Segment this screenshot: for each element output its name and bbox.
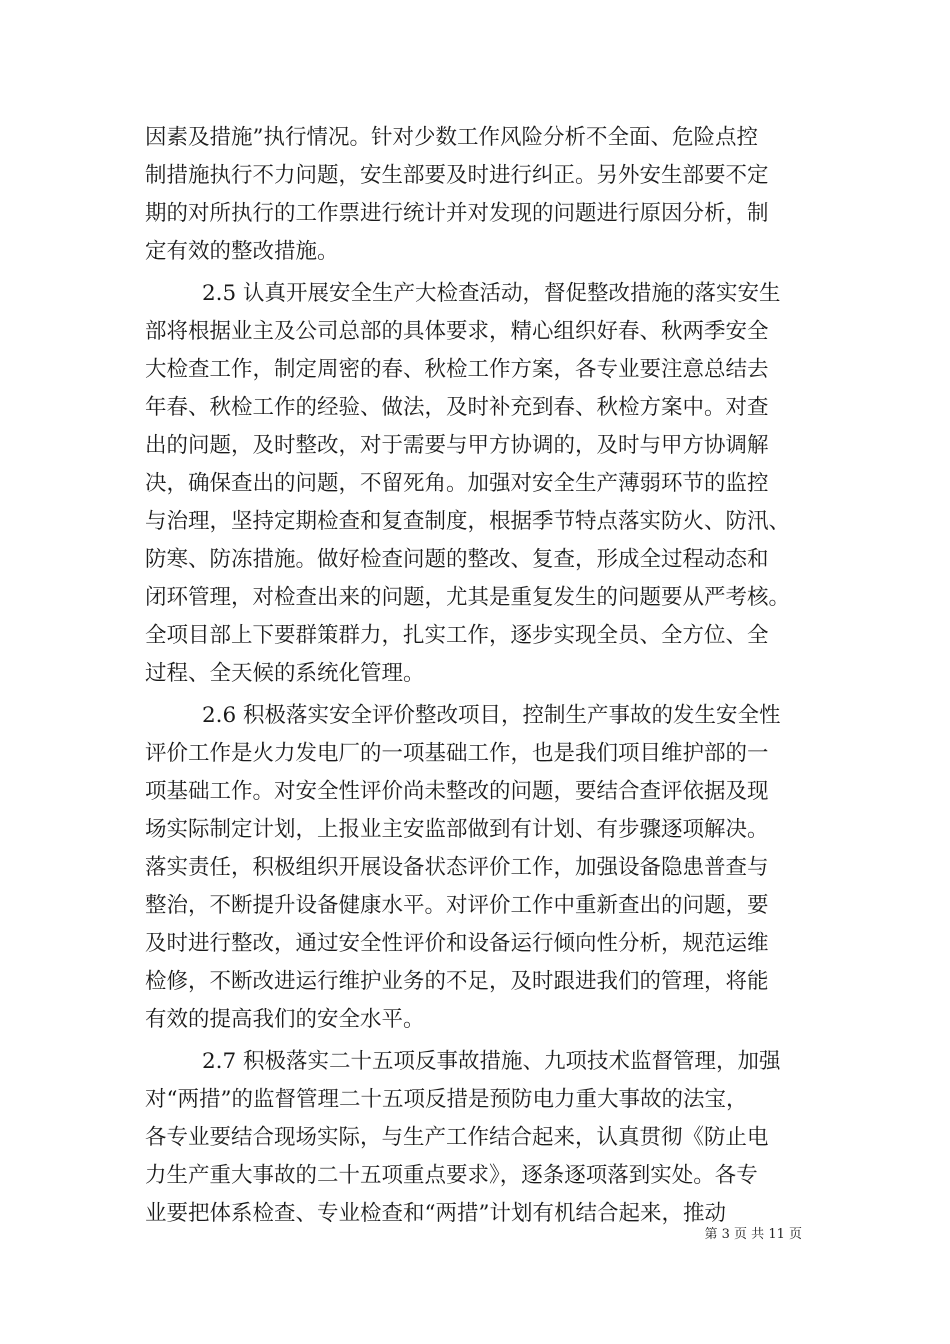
text-line: 部将根据业主及公司总部的具体要求，精心组织好春、秋两季安全 bbox=[145, 319, 769, 344]
section-2-7-heading-line: 2.7 积极落实二十五项反事故措施、九项技术监督管理，加强 bbox=[202, 1049, 781, 1074]
text-line: 有效的提高我们的安全水平。 bbox=[145, 1007, 425, 1032]
text-line: 定有效的整改措施。 bbox=[145, 239, 339, 264]
text-line: 决，确保查出的问题，不留死角。加强对安全生产薄弱环节的监控 bbox=[145, 471, 769, 496]
text-line: 项基础工作。对安全性评价尚未整改的问题，要结合查评依据及现 bbox=[145, 779, 769, 804]
text-line: 因素及措施”执行情况。针对少数工作风险分析不全面、危险点控 bbox=[145, 125, 758, 150]
text-line: 场实际制定计划，上报业主安监部做到有计划、有步骤逐项解决。 bbox=[145, 817, 769, 842]
section-2-5-heading-line: 2.5 认真开展安全生产大检查活动，督促整改措施的落实安生 bbox=[202, 281, 781, 306]
text-line: 年春、秋检工作的经验、做法，及时补充到春、秋检方案中。对查 bbox=[145, 395, 769, 420]
text-line: 各专业要结合现场实际，与生产工作结合起来，认真贯彻《防止电 bbox=[145, 1125, 769, 1150]
text-line: 检修，不断改进运行维护业务的不足，及时跟进我们的管理，将能 bbox=[145, 969, 769, 994]
text-line: 大检查工作，制定周密的春、秋检工作方案，各专业要注意总结去 bbox=[145, 357, 769, 382]
text-line: 全项目部上下要群策群力，扎实工作，逐步实现全员、全方位、全 bbox=[145, 623, 769, 648]
section-2-6-heading-line: 2.6 积极落实安全评价整改项目，控制生产事故的发生安全性 bbox=[202, 703, 781, 728]
text-line: 期的对所执行的工作票进行统计并对发现的问题进行原因分析，制 bbox=[145, 201, 769, 226]
text-line: 及时进行整改，通过安全性评价和设备运行倾向性分析，规范运维 bbox=[145, 931, 769, 956]
text-line: 整治，不断提升设备健康水平。对评价工作中重新查出的问题，要 bbox=[145, 893, 769, 918]
text-line: 过程、全天候的系统化管理。 bbox=[145, 661, 425, 686]
text-line: 对“两措”的监督管理二十五项反措是预防电力重大事故的法宝， bbox=[145, 1087, 748, 1112]
text-line: 出的问题，及时整改，对于需要与甲方协调的，及时与甲方协调解 bbox=[145, 433, 769, 458]
text-line: 业要把体系检查、专业检查和“两措”计划有机结合起来，推动 bbox=[145, 1201, 726, 1226]
text-line: 制措施执行不力问题，安生部要及时进行纠正。另外安生部要不定 bbox=[145, 163, 769, 188]
text-line: 落实责任，积极组织开展设备状态评价工作，加强设备隐患普查与 bbox=[145, 855, 769, 880]
text-line: 与治理，坚持定期检查和复查制度，根据季节特点落实防火、防汛、 bbox=[145, 509, 791, 534]
text-line: 力生产重大事故的二十五项重点要求》，逐条逐项落到实处。各专 bbox=[145, 1163, 758, 1188]
text-line: 闭环管理，对检查出来的问题，尤其是重复发生的问题要从严考核。 bbox=[145, 585, 791, 610]
body-text bbox=[145, 119, 810, 1233]
page-number: 第 3 页 共 11 页 bbox=[704, 1227, 802, 1242]
text-line: 防寒、防冻措施。做好检查问题的整改、复查，形成全过程动态和 bbox=[145, 547, 769, 572]
text-line: 评价工作是火力发电厂的一项基础工作，也是我们项目维护部的一 bbox=[145, 741, 769, 766]
